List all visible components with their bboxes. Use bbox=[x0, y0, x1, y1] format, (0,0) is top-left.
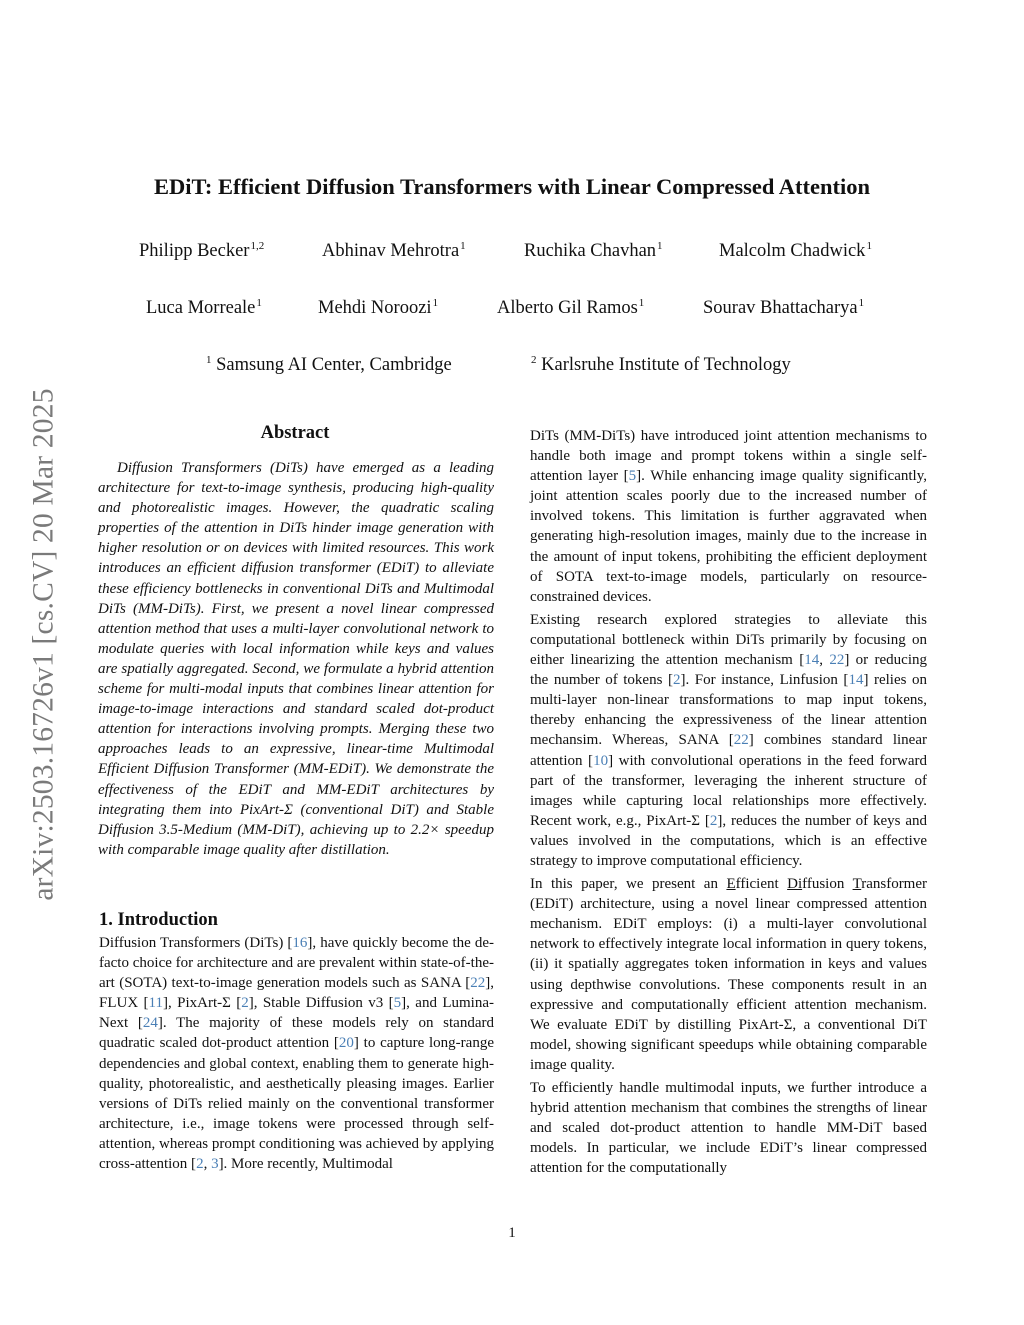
citation-link[interactable]: 20 bbox=[338, 1035, 354, 1052]
author-name: Abhinav Mehrotra$^1$ bbox=[322, 240, 466, 261]
paragraph: To efficiently handle multimodal inputs, we further introduce a hybrid attention mechanism that combines the strengths of linear and scaled dot-product attention to handle MM-DiT based models. In particular, we include EDiT’s linear compressed attention for the computationally bbox=[530, 1080, 927, 1177]
paragraph: DiTs (MM-DiTs) have introduced joint attention mechanisms to handle both image and prompt tokens within a single self-attention layer [5]. While enhancing image quality significantly, joint attention scales poorly due to the increased number of involved tokens. This limitation is further aggravated when generating high-resolution images, mainly due to the increase in the amount of input tokens, prohibiting the efficient deployment of SOTA text-to-image models, particularly on resource-constrained devices. bbox=[530, 428, 927, 605]
paper-title: EDiT: Efficient Diffusion Transformers with Linear Compressed Attention bbox=[153, 174, 871, 199]
author-name: Ruchika Chavhan$^1$ bbox=[524, 240, 663, 261]
citation-link[interactable]: 5 bbox=[393, 995, 402, 1012]
paragraph: Existing research explored strategies to alleviate this computational bottleneck within DiTs primarily by focusing on either linearizing the attention mechanism [14, 22] or reducing the number of tokens [2]. For instance, Linfusion [14] relies on multi-layer non-linear transformations to map input tokens, thereby enhancing the expressiveness of the linear attention mechansim. Whereas, SANA [22] combines standard linear attention [10] with convolutional operations in the feed forward part of the transformer, leveraging the inherent structure of images while capturing local relationships more effectively. Recent work, e.g., PixArt-Σ [2], reduces the number of keys and values involved in the computations, which is an effective strategy to improve computational efficiency. bbox=[530, 611, 927, 869]
citation-link[interactable]: 14 bbox=[848, 672, 864, 689]
section-heading: 1. Introduction bbox=[99, 910, 218, 930]
citation-link[interactable]: 16 bbox=[292, 935, 308, 951]
citation-link[interactable]: 3 bbox=[211, 1156, 219, 1173]
abstract-text: Diffusion Transformers (DiTs) have emerged as a leading architecture for text-to-image synthesis, producing high-quality and photorealistic images. However, the quadratic scaling properties of the attention in DiTs hinder image generation with higher resolution or on devices with limited resources. This work introduces an efficient diffusion transformer (EDiT) to alleviate these efficiency bottlenecks in conventional DiTs and Multimodal DiTs (MM-DiTs). First, we present a novel linear compressed attention method that uses a multi-layer convolutional network to modulate queries with local information while keys and values are spatially aggregated. Second, we formulate a hybrid attention scheme for multi-modal inputs that combines linear attention for image-to-image interactions and standard scaled dot-product attention for interactions involving prompts. Merging these two approaches leads to an expressive, linear-time Multimodal Efficient Diffusion Transformer (MM-EDiT). We demonstrate the effectiveness of the EDiT and MM-EDiT architectures by integrating them into PixArt-Σ (conventional DiT) and Stable Diffusion 3.5-Medium (MM-DiT), achieving up to 2.2× speedup with comparable image quality after distillation. bbox=[98, 460, 494, 858]
citation-link[interactable]: 24 bbox=[142, 1015, 158, 1032]
citation-link[interactable]: 11 bbox=[148, 995, 163, 1012]
citation-link[interactable]: 22 bbox=[470, 975, 486, 992]
citation-link[interactable]: 2 bbox=[709, 812, 718, 829]
citation-link[interactable]: 5 bbox=[628, 468, 637, 485]
citation-link[interactable]: 14 bbox=[804, 652, 820, 669]
citation-link[interactable]: 2 bbox=[196, 1156, 204, 1173]
introduction-body bbox=[99, 933, 494, 1174]
author-name: Luca Morreale$^1$ bbox=[146, 297, 262, 318]
arxiv-identifier-stamp bbox=[24, 348, 64, 940]
citation-link[interactable]: 2 bbox=[672, 672, 681, 689]
citation-link[interactable]: 22 bbox=[733, 732, 749, 749]
paragraph: In this paper, we present an Efficient Diffusion Transformer (EDiT) architecture, using a novel linear compressed attention mechanism. EDiT employs: (i) a multi-layer convolutional network to effectively integrate local information in query tokens, (ii) it spatially aggregates token information in keys and values using depthwise convolutions. These components result in an expressive and computationally efficient attention mechanism. We evaluate EDiT by distilling PixArt-Σ, a conventional DiT model, showing significant speedups while obtaining comparable image quality. bbox=[530, 876, 928, 1073]
affiliation: $^1$ Samsung AI Center, Cambridge bbox=[206, 354, 452, 375]
author-name: Alberto Gil Ramos$^1$ bbox=[497, 297, 645, 318]
citation-link[interactable]: 2 bbox=[241, 995, 249, 1012]
affiliation: $^2$ Karlsruhe Institute of Technology bbox=[531, 354, 791, 375]
abstract-heading: Abstract bbox=[260, 423, 330, 443]
page-number: 1 bbox=[508, 1225, 516, 1241]
right-column-body bbox=[530, 426, 927, 1178]
citation-link[interactable]: 22 bbox=[829, 652, 845, 669]
author-name: Malcolm Chadwick$^1$ bbox=[719, 240, 872, 261]
author-name: Sourav Bhattacharya$^1$ bbox=[703, 297, 865, 318]
citation-link[interactable]: 10 bbox=[593, 752, 609, 769]
author-name: Philipp Becker$^{1,2}$ bbox=[139, 240, 265, 261]
arxiv-stamp-text: arXiv:2503.16726v1 [cs.CV] 20 Mar 2025 bbox=[27, 387, 60, 901]
author-name: Mehdi Noroozi$^1$ bbox=[318, 297, 439, 318]
paragraph: Diffusion Transformers (DiTs) [16], have quickly become the de-facto choice for architecture and are prevalent within state-of-the-art (SOTA) text-to-image generation models such as SANA [22], FLUX [11], PixArt-Σ [2], Stable Diffusion v3 [5], and Lumina-Next [24]. The majority of these models rely on standard quadratic scaled dot-product attention [20] to capture long-range dependencies and global context, enabling them to generate high-quality, photorealistic, and aesthetically pleasing images. Earlier versions of DiTs relied mainly on the conventional transformer architecture, i.e., image tokens were processed through self-attention, whereas prompt conditioning was achieved by applying cross-attention [2, 3]. More recently, Multimodal bbox=[99, 935, 495, 1173]
